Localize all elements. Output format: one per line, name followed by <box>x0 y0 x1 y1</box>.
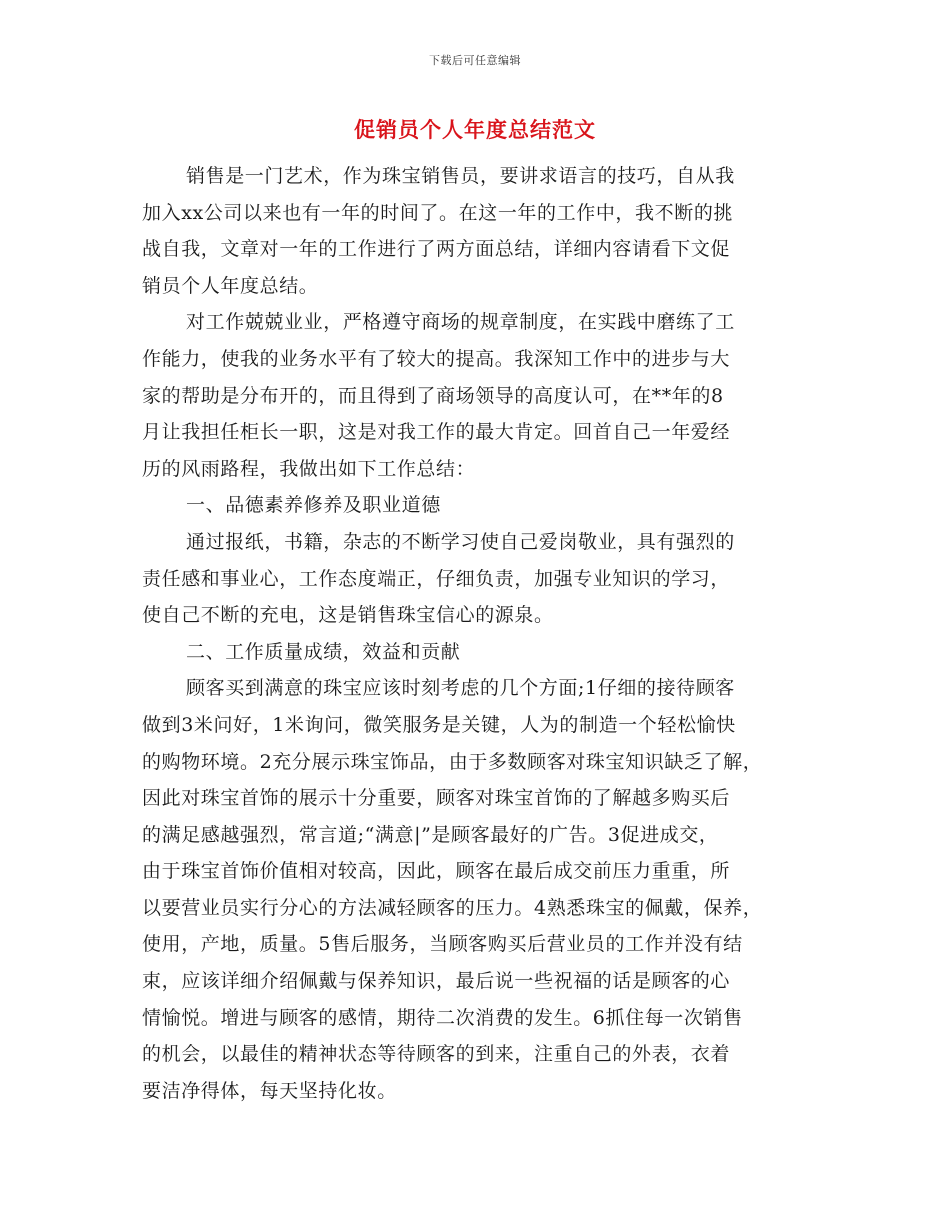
paragraph-line: 责任感和事业心，工作态度端正，仔细负责，加强专业知识的学习， <box>142 567 731 590</box>
paragraph-line: 的机会，以最佳的精神状态等待顾客的到来，注重自己的外表，衣着 <box>142 1043 731 1066</box>
paragraph-line: 加入xx公司以来也有一年的时间了。在这一年的工作中，我不断的挑 <box>142 201 734 224</box>
paragraph-line: 对工作兢兢业业，严格遵守商场的规章制度，在实践中磨练了工 <box>186 311 735 334</box>
document-body <box>142 158 822 1109</box>
paragraph-line: 月让我担任柜长一职，这是对我工作的最大肯定。回首自己一年爱经 <box>142 421 731 444</box>
paragraph-line: 通过报纸，书籍，杂志的不断学习使自己爱岗敬业，具有强烈的 <box>186 530 735 553</box>
section-heading: 二、工作质量成绩，效益和贡献 <box>186 640 461 663</box>
paragraph-line: 历的风雨路程，我做出如下工作总结： <box>142 457 476 480</box>
paragraph-line: 的满足感越强烈，常言道;“满意|”是顾客最好的广告。3促进成交， <box>142 823 719 846</box>
paragraph-line: 由于珠宝首饰价值相对较高，因此，顾客在最后成交前压力重重，所 <box>142 860 731 883</box>
paragraph-line: 情愉悦。增进与顾客的感情，期待二次消费的发生。6抓住每一次销售 <box>142 1006 743 1029</box>
paragraph-line: 作能力，使我的业务水平有了较大的提高。我深知工作中的进步与大 <box>142 347 731 370</box>
section-heading: 一、品德素养修养及职业道德 <box>186 494 441 517</box>
paragraph-line: 战自我，文章对一年的工作进行了两方面总结，详细内容请看下文促 <box>142 238 731 261</box>
paragraph-line: 使自己不断的充电，这是销售珠宝信心的源泉。 <box>142 604 554 627</box>
paragraph-line: 要洁净得体，每天坚持化妆。 <box>142 1079 397 1102</box>
paragraph-line: 做到3米问好，1米询问，微笑服务是关键，人为的制造一个轻松愉快 <box>142 713 736 736</box>
paragraph-line: 使用，产地，质量。5售后服务，当顾客购买后营业员的工作并没有结 <box>142 933 743 956</box>
document-title: 促销员个人年度总结范文 <box>354 117 596 142</box>
paragraph-line: 的购物环境。2充分展示珠宝饰品，由于多数顾客对珠宝知识缺乏了解， <box>142 750 763 773</box>
page-header-note: 下载后可任意编辑 <box>429 54 521 67</box>
paragraph-line: 顾客买到满意的珠宝应该时刻考虑的几个方面;1仔细的接待顾客 <box>186 677 735 700</box>
paragraph-line: 销员个人年度总结。 <box>142 274 319 297</box>
paragraph-line: 家的帮助是分布开的，而且得到了商场领导的高度认可，在**年的8 <box>142 384 724 407</box>
paragraph-line: 以要营业员实行分心的方法减轻顾客的压力。4熟悉珠宝的佩戴，保养， <box>142 896 763 919</box>
paragraph-line: 束，应该详细介绍佩戴与保养知识，最后说一些祝福的话是顾客的心 <box>142 970 731 993</box>
paragraph-line: 销售是一门艺术，作为珠宝销售员，要讲求语言的技巧，自从我 <box>186 165 735 187</box>
paragraph-line: 因此对珠宝首饰的展示十分重要，顾客对珠宝首饰的了解越多购买后 <box>142 787 731 810</box>
